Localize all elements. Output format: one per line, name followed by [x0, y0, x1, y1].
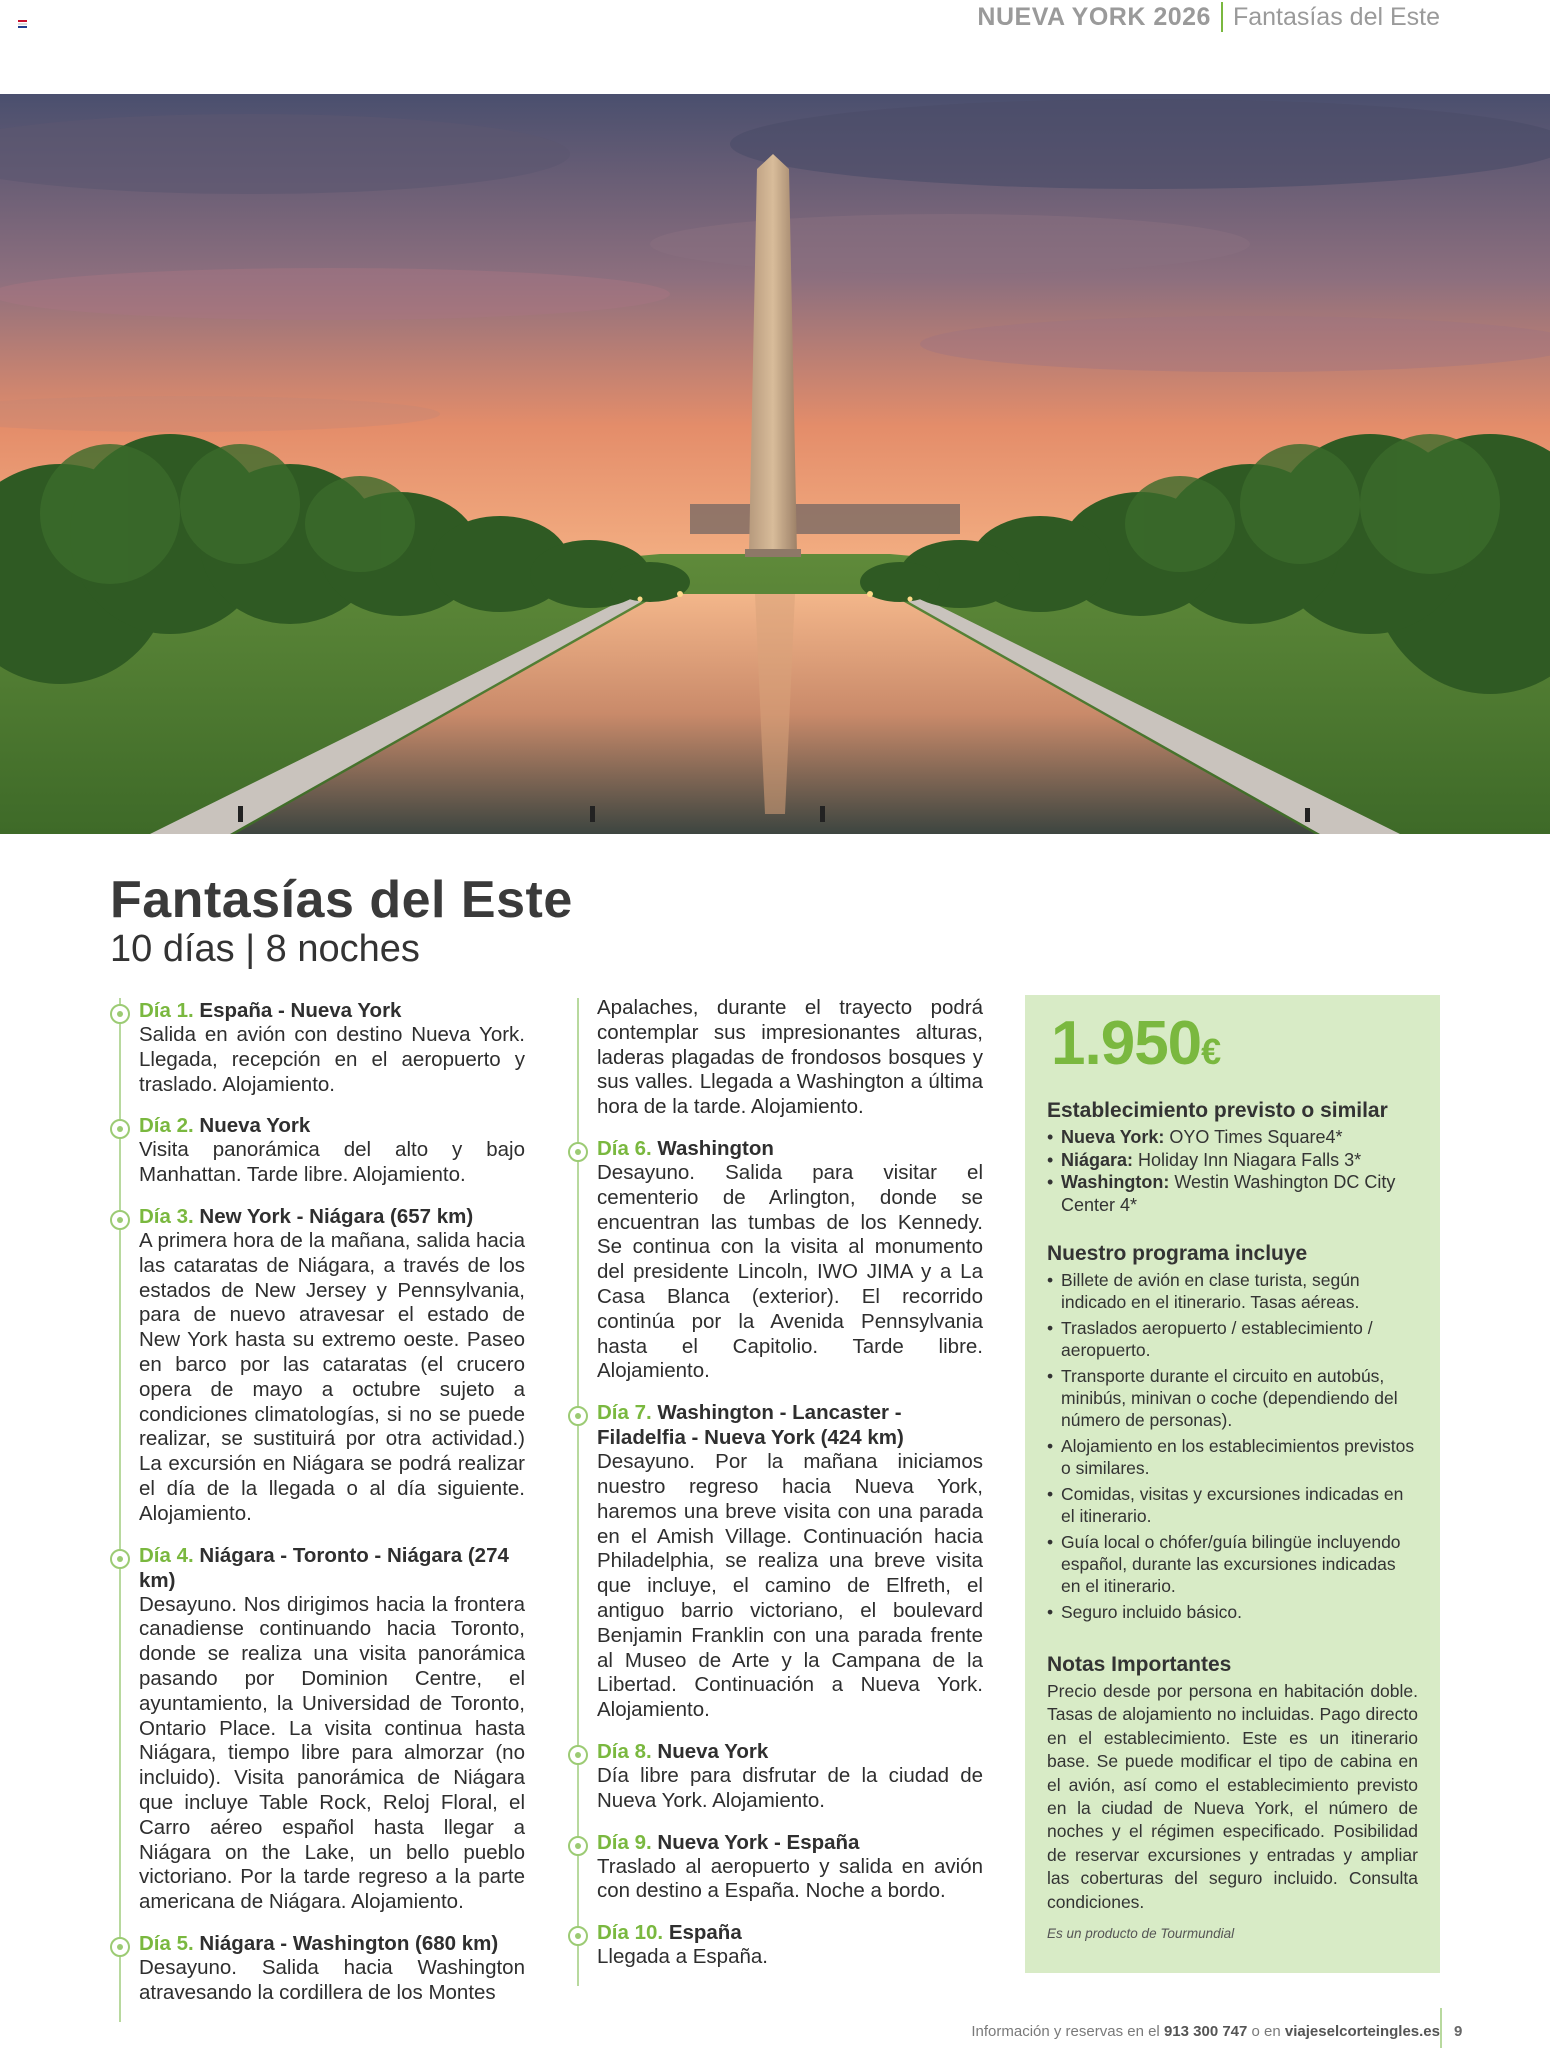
flag-icon	[18, 20, 27, 28]
day-number: Día 4.	[139, 1543, 194, 1567]
day-title: España	[668, 1921, 742, 1945]
itinerary-column-1	[110, 998, 525, 2022]
day-number: Día 5.	[139, 1931, 194, 1955]
day-heading	[597, 1739, 983, 1764]
itinerary-day-3	[110, 1204, 525, 1527]
timeline-dot-icon	[110, 1210, 130, 1230]
day-text: A primera hora de la mañana, salida hacia las cataratas de Niágara, a través de los estados de New Jersey y Pennsylvania, para de nuevo atravesar el estado de New York hasta su extremo oeste. Paseo en barco por las cataratas (el crucero opera de mayo a octubre sujeto a condiciones climatologías, si no se puede realizar, se sustituirá por otra actividad.) La excursión en Niágara se podrá realizar el día de la llegada o al día siguiente. Alojamiento.	[139, 1228, 525, 1525]
day-heading	[139, 1931, 525, 1956]
price	[1047, 1009, 1418, 1087]
header-brand: NUEVA YORK 2026	[977, 2, 1211, 31]
itinerary-day-1	[110, 998, 525, 1097]
timeline-dot-icon	[568, 1926, 588, 1946]
itinerary-day-2	[110, 1113, 525, 1188]
timeline-dot-icon	[568, 1745, 588, 1765]
hotel-name: Holiday Inn Niagara Falls 3*	[1138, 1149, 1362, 1170]
footer-website-link[interactable]: viajeselcorteingles.es	[1284, 2023, 1440, 2040]
hotels-list	[1047, 1126, 1418, 1216]
day-text: Desayuno. Salida hacia Washington atravesando la cordillera de los Montes	[139, 1955, 525, 2004]
include-item: • Traslados aeropuerto / establecimiento / aeropuerto.	[1047, 1317, 1418, 1361]
day-text: Visita panorámica del alto y bajo Manhattan. Tarde libre. Alojamiento.	[139, 1138, 525, 1187]
timeline-dot-icon	[110, 1004, 130, 1024]
footer-or: o en	[1251, 2023, 1281, 2040]
day-heading	[139, 1204, 525, 1229]
day-heading	[139, 998, 525, 1023]
day-number: Día 7.	[597, 1401, 652, 1425]
washington-monument-illustration	[0, 94, 1550, 834]
itinerary-day-7	[568, 1400, 983, 1723]
page-subtitle: 10 días | 8 noches	[110, 928, 420, 970]
page-title: Fantasías del Este	[110, 871, 573, 929]
itinerary-day-10	[568, 1920, 983, 1970]
itinerary-day-8	[568, 1739, 983, 1814]
day-title: Nueva York - España	[657, 1830, 860, 1854]
footer-info-text: Información y reservas en el	[971, 2023, 1160, 2040]
day-heading	[597, 1830, 983, 1855]
day-text: Llegada a España.	[597, 1945, 768, 1969]
includes-heading: Nuestro programa incluye	[1047, 1242, 1308, 1265]
include-item: • Billete de avión en clase turista, según indicado en el itinerario. Tasas aéreas.	[1047, 1269, 1418, 1313]
itinerary-day-9	[568, 1830, 983, 1905]
include-item: • Alojamiento en los establecimientos previstos o similares.	[1047, 1435, 1418, 1479]
day-5-continued-text: Apalaches, durante el trayecto podrá contemplar sus impresionantes alturas, laderas plagadas de frondosos bosques y sus valles. Llegada a Washington a última hora de la tarde. Alojamiento.	[597, 996, 983, 1119]
itinerary-day-6	[568, 1136, 983, 1384]
day-heading	[597, 1136, 983, 1161]
footer-phone[interactable]: 913 300 747	[1163, 2023, 1248, 2040]
hotel-name: Westin Washington DC City Center 4*	[1061, 1172, 1396, 1215]
hotel-name: OYO Times Square4*	[1169, 1127, 1343, 1147]
timeline-dot-icon	[110, 1119, 130, 1139]
price-amount: 1.950	[1051, 1009, 1202, 1078]
includes-list	[1047, 1269, 1418, 1623]
hero-photo	[0, 94, 1550, 834]
day-number: Día 6.	[597, 1136, 652, 1160]
include-item: • Comidas, visitas y excursiones indicadas en el itinerario.	[1047, 1483, 1418, 1527]
day-title: New York - Niágara (657 km)	[199, 1204, 474, 1228]
include-item: • Guía local o chófer/guía bilingüe incluyendo español, durante las excursiones indicadas en el itinerario.	[1047, 1531, 1418, 1597]
day-number: Día 10.	[597, 1921, 664, 1945]
day-text: Desayuno. Salida para visitar el cementerio de Arlington, donde se encuentran las tumbas de los Kennedy. Se continua con la visita al monumento del presidente Lincoln, IWO JIMA y a La Casa Blanca (exterior). El recorrido continúa por la Avenida Pennsylvania hasta el Capitolio. Tarde libre. Alojamiento.	[597, 1160, 983, 1383]
include-item: • Transporte durante el circuito en autobús, minibús, minivan o coche (dependiendo del número de personas).	[1047, 1365, 1418, 1431]
notes-heading: Notas Importantes	[1047, 1653, 1232, 1676]
running-header	[977, 2, 1440, 32]
timeline-dot-icon	[110, 1937, 130, 1957]
page-number-divider	[1440, 2008, 1442, 2048]
timeline-dot-icon	[568, 1142, 588, 1162]
hotel-item	[1047, 1171, 1418, 1216]
day-title: Washington - Lancaster - Filadelfia - Nueva York (424 km)	[597, 1401, 904, 1450]
include-item: • Seguro incluido básico.	[1047, 1601, 1418, 1623]
timeline-dot-icon	[568, 1406, 588, 1426]
day-number: Día 3.	[139, 1204, 194, 1228]
header-divider	[1221, 2, 1223, 32]
hotel-city: Nueva York:	[1061, 1127, 1165, 1147]
itinerary-day-5	[110, 1931, 525, 2006]
price-currency: €	[1201, 1031, 1221, 1072]
timeline-dot-icon	[568, 1836, 588, 1856]
hotels-heading: Establecimiento previsto o similar	[1047, 1099, 1388, 1122]
day-text: Desayuno. Por la mañana iniciamos nuestro regreso hacia Nueva York, haremos una breve visita con una parada en el Amish Village. Continuación hacia Philadelphia, se realiza una breve visita que incluye, el camino de Elfreth, el antiguo barrio victoriano, el boulevard Benjamin Franklin con una parada frente al Museo de Arte y la Campana de la Libertad. Continuación a Nueva York. Alojamiento.	[597, 1450, 983, 1722]
timeline-dot-icon	[110, 1549, 130, 1569]
hotel-item	[1047, 1126, 1418, 1149]
day-number: Día 1.	[139, 999, 194, 1022]
day-title: Niágara - Washington (680 km)	[199, 1931, 499, 1955]
day-title: España - Nueva York	[199, 999, 402, 1022]
day-title: Nueva York	[199, 1114, 311, 1138]
day-text: Salida en avión con destino Nueva York. Llegada, recepción en el aeropuerto y traslado. Alojamiento.	[139, 1023, 525, 1096]
day-text: Traslado al aeropuerto y salida en avión con destino a España. Noche a bordo.	[597, 1854, 983, 1903]
day-title: Niágara - Toronto - Niágara (274 km)	[139, 1543, 509, 1592]
footer-info	[971, 2023, 1440, 2040]
day-title: Nueva York	[657, 1739, 769, 1763]
price-info-box	[1025, 995, 1440, 1973]
notes-text: Precio desde por persona en habitación doble. Tasas de alojamiento no incluidas. Pago directo en el establecimiento. Este es un itinerario base. Se puede modificar el tipo de cabina en el avión, así como el establecimiento previsto en la ciudad de Nueva York, el número de noches y el régimen especificado. Posibilidad de reservar excursiones y entradas y ampliar las coberturas del seguro incluido. Consulta condiciones.	[1047, 1681, 1418, 1912]
day-text: Desayuno. Nos dirigimos hacia la frontera canadiense continuando hacia Toronto, donde se realiza una visita panorámica pasando por Dominion Centre, el ayuntamiento, la Universidad de Toronto, Ontario Place. La visita continua hasta Niágara, tiempo libre para almorzar (no incluido). Visita panorámica de Niágara que incluye Table Rock, Reloj Floral, el Carro aéreo español hasta llegar a Niágara on the Lake, un bello pueblo victoriano. Por la tarde regreso a la parte americana de Niágara. Alojamiento.	[139, 1592, 525, 1914]
hotel-city: Washington:	[1061, 1172, 1170, 1192]
day-text: Día libre para disfrutar de la ciudad de Nueva York. Alojamiento.	[597, 1763, 983, 1812]
day-number: Día 9.	[597, 1830, 652, 1854]
hotel-city: Niágara:	[1061, 1149, 1134, 1170]
page-number: 9	[1454, 2023, 1463, 2040]
day-heading	[597, 1400, 983, 1450]
itinerary-day-4	[110, 1543, 525, 1915]
day-heading	[139, 1543, 525, 1593]
day-number: Día 2.	[139, 1114, 194, 1138]
day-heading	[597, 1920, 983, 1945]
hotel-item	[1047, 1149, 1418, 1172]
day-heading	[139, 1113, 525, 1138]
header-section: Fantasías del Este	[1232, 2, 1440, 31]
day-title: Washington	[657, 1136, 774, 1160]
product-credit: Es un producto de Tourmundial	[1047, 1926, 1235, 1942]
itinerary-column-2	[568, 998, 983, 1986]
day-number: Día 8.	[597, 1739, 652, 1763]
